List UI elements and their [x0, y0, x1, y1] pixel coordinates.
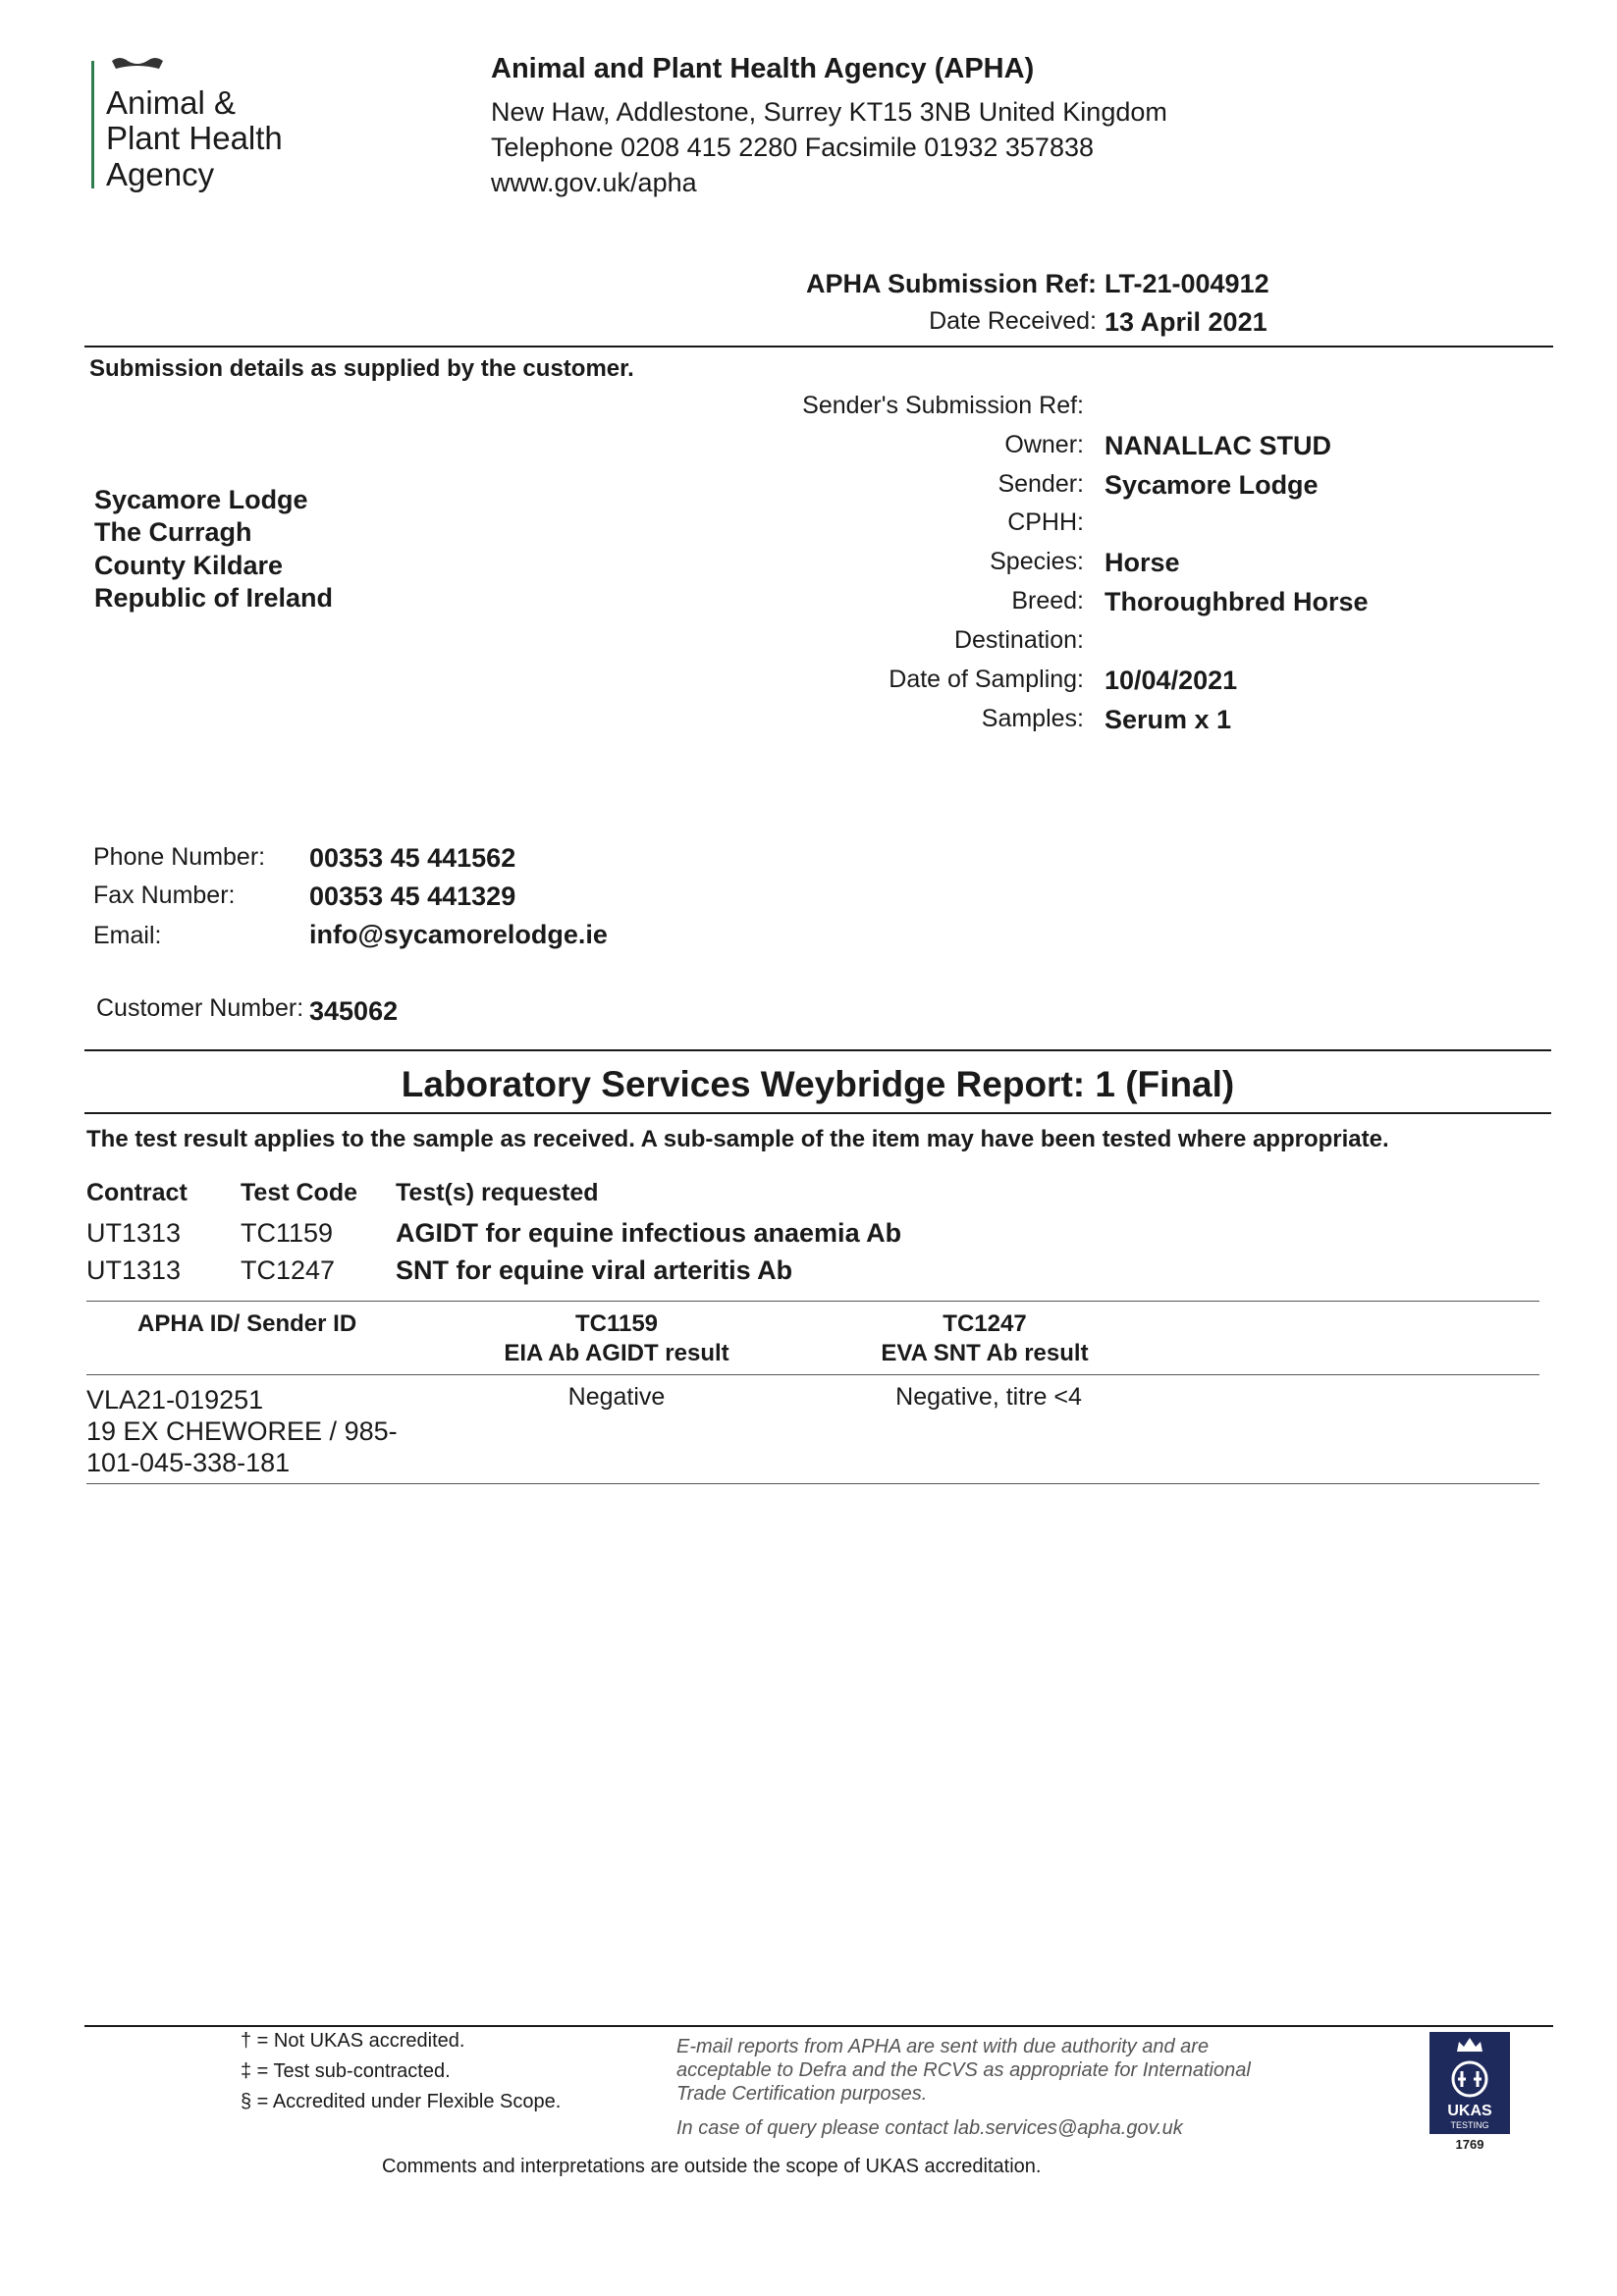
sender-value: Sycamore Lodge: [1105, 470, 1319, 500]
results-header-id: APHA ID/ Sender ID: [137, 1310, 357, 1337]
result-id-line-3: 101-045-338-181: [86, 1448, 291, 1477]
divider: [84, 2025, 1553, 2027]
address-line-3: County Kildare: [94, 551, 284, 580]
breed-value: Thoroughbred Horse: [1105, 587, 1369, 616]
report-title: Laboratory Services Weybridge Report: 1 (Final): [401, 1064, 1235, 1104]
test-contract: UT1313: [86, 1255, 182, 1285]
result-id-line-1: VLA21-019251: [86, 1385, 264, 1415]
cphh-label: CPHH:: [1007, 508, 1084, 536]
email-note-line-3: Trade Certification purposes.: [676, 2083, 928, 2105]
test-requested: AGIDT for equine infectious anaemia Ab: [396, 1218, 902, 1248]
details-heading: Submission details as supplied by the customer.: [89, 355, 634, 382]
results-header-col1-name: EIA Ab AGIDT result: [504, 1340, 729, 1366]
test-code: TC1247: [241, 1255, 336, 1285]
sampling-date-label: Date of Sampling:: [889, 666, 1084, 693]
test-requested: SNT for equine viral arteritis Ab: [396, 1255, 793, 1285]
divider: [86, 1374, 1539, 1375]
result-col2: Negative, titre <4: [895, 1383, 1082, 1411]
species-label: Species:: [990, 548, 1084, 575]
org-name: Animal and Plant Health Agency (APHA): [491, 53, 1035, 84]
tests-header-contract: Contract: [86, 1179, 188, 1206]
phone-label: Phone Number:: [93, 843, 266, 871]
email-value: info@sycamorelodge.ie: [309, 920, 608, 949]
divider: [84, 346, 1553, 347]
date-received-label: Date Received:: [929, 307, 1097, 335]
results-header-col2-code: TC1247: [943, 1310, 1027, 1337]
address-line-4: Republic of Ireland: [94, 583, 334, 613]
sampling-date-value: 10/04/2021: [1105, 666, 1238, 695]
destination-label: Destination:: [953, 626, 1084, 654]
ukas-number: 1769: [1455, 2137, 1484, 2152]
logo-line-1: Animal &: [106, 84, 237, 121]
tests-header-requested: Test(s) requested: [396, 1179, 599, 1206]
address-line-1: Sycamore Lodge: [94, 485, 308, 514]
crest-icon: [108, 55, 167, 73]
footnote-flexible-scope: § = Accredited under Flexible Scope.: [241, 2091, 562, 2112]
email-label: Email:: [93, 922, 162, 949]
footnote-sub-contracted: ‡ = Test sub-contracted.: [241, 2060, 451, 2082]
date-received-value: 13 April 2021: [1105, 307, 1267, 337]
result-col1: Negative: [567, 1383, 666, 1411]
divider: [86, 1301, 1539, 1302]
owner-label: Owner:: [1004, 431, 1084, 458]
email-note-line-1: E-mail reports from APHA are sent with due authority and are: [676, 2036, 1210, 2057]
customer-number-value: 345062: [309, 996, 399, 1026]
samples-label: Samples:: [981, 705, 1084, 732]
result-id-line-2: 19 EX CHEWOREE / 985-: [86, 1416, 398, 1446]
org-address: New Haw, Addlestone, Surrey KT15 3NB United Kingdom: [491, 97, 1167, 127]
results-header-col2-name: EVA SNT Ab result: [881, 1340, 1089, 1366]
ukas-badge: [1429, 2032, 1510, 2134]
submission-ref-label: APHA Submission Ref:: [805, 269, 1097, 298]
footnote-not-ukas: † = Not UKAS accredited.: [241, 2030, 465, 2052]
query-note: In case of query please contact lab.services@apha.gov.uk: [676, 2117, 1183, 2139]
email-note-line-2: acceptable to Defra and the RCVS as appropriate for International: [676, 2059, 1251, 2081]
phone-value: 00353 45 441562: [309, 843, 516, 873]
test-code: TC1159: [241, 1218, 334, 1248]
species-value: Horse: [1105, 548, 1180, 577]
report-note: The test result applies to the sample as received. A sub-sample of the item may have been tested where appropriate.: [86, 1126, 1389, 1152]
ukas-comments: Comments and interpretations are outside the scope of UKAS accreditation.: [382, 2156, 1042, 2177]
fax-value: 00353 45 441329: [309, 881, 516, 911]
divider: [86, 1483, 1539, 1484]
logo-bar: [91, 61, 94, 188]
address-line-2: The Curragh: [94, 517, 252, 547]
tests-header-code: Test Code: [241, 1179, 357, 1206]
results-header-col1-code: TC1159: [574, 1310, 659, 1337]
owner-value: NANALLAC STUD: [1105, 431, 1331, 460]
samples-value: Serum x 1: [1105, 705, 1232, 734]
divider: [84, 1112, 1551, 1114]
org-phone: Telephone 0208 415 2280 Facsimile 01932 357838: [491, 133, 1094, 162]
org-website: www.gov.uk/apha: [491, 168, 697, 197]
ukas-crosses-icon: [1429, 2057, 1510, 2101]
breed-label: Breed:: [1011, 587, 1084, 614]
submission-ref-value: LT-21-004912: [1105, 269, 1269, 298]
test-contract: UT1313: [86, 1218, 182, 1248]
senders-ref-label: Sender's Submission Ref:: [802, 392, 1084, 419]
ukas-label: UKAS: [1447, 2103, 1492, 2119]
divider: [84, 1049, 1551, 1051]
customer-number-label: Customer Number:: [96, 994, 304, 1022]
logo-line-3: Agency: [106, 156, 215, 192]
fax-label: Fax Number:: [93, 881, 236, 909]
logo-line-2: Plant Health: [106, 120, 283, 156]
crown-icon: [1429, 2034, 1510, 2057]
sender-label: Sender:: [997, 470, 1084, 498]
ukas-testing: TESTING: [1450, 2120, 1489, 2130]
